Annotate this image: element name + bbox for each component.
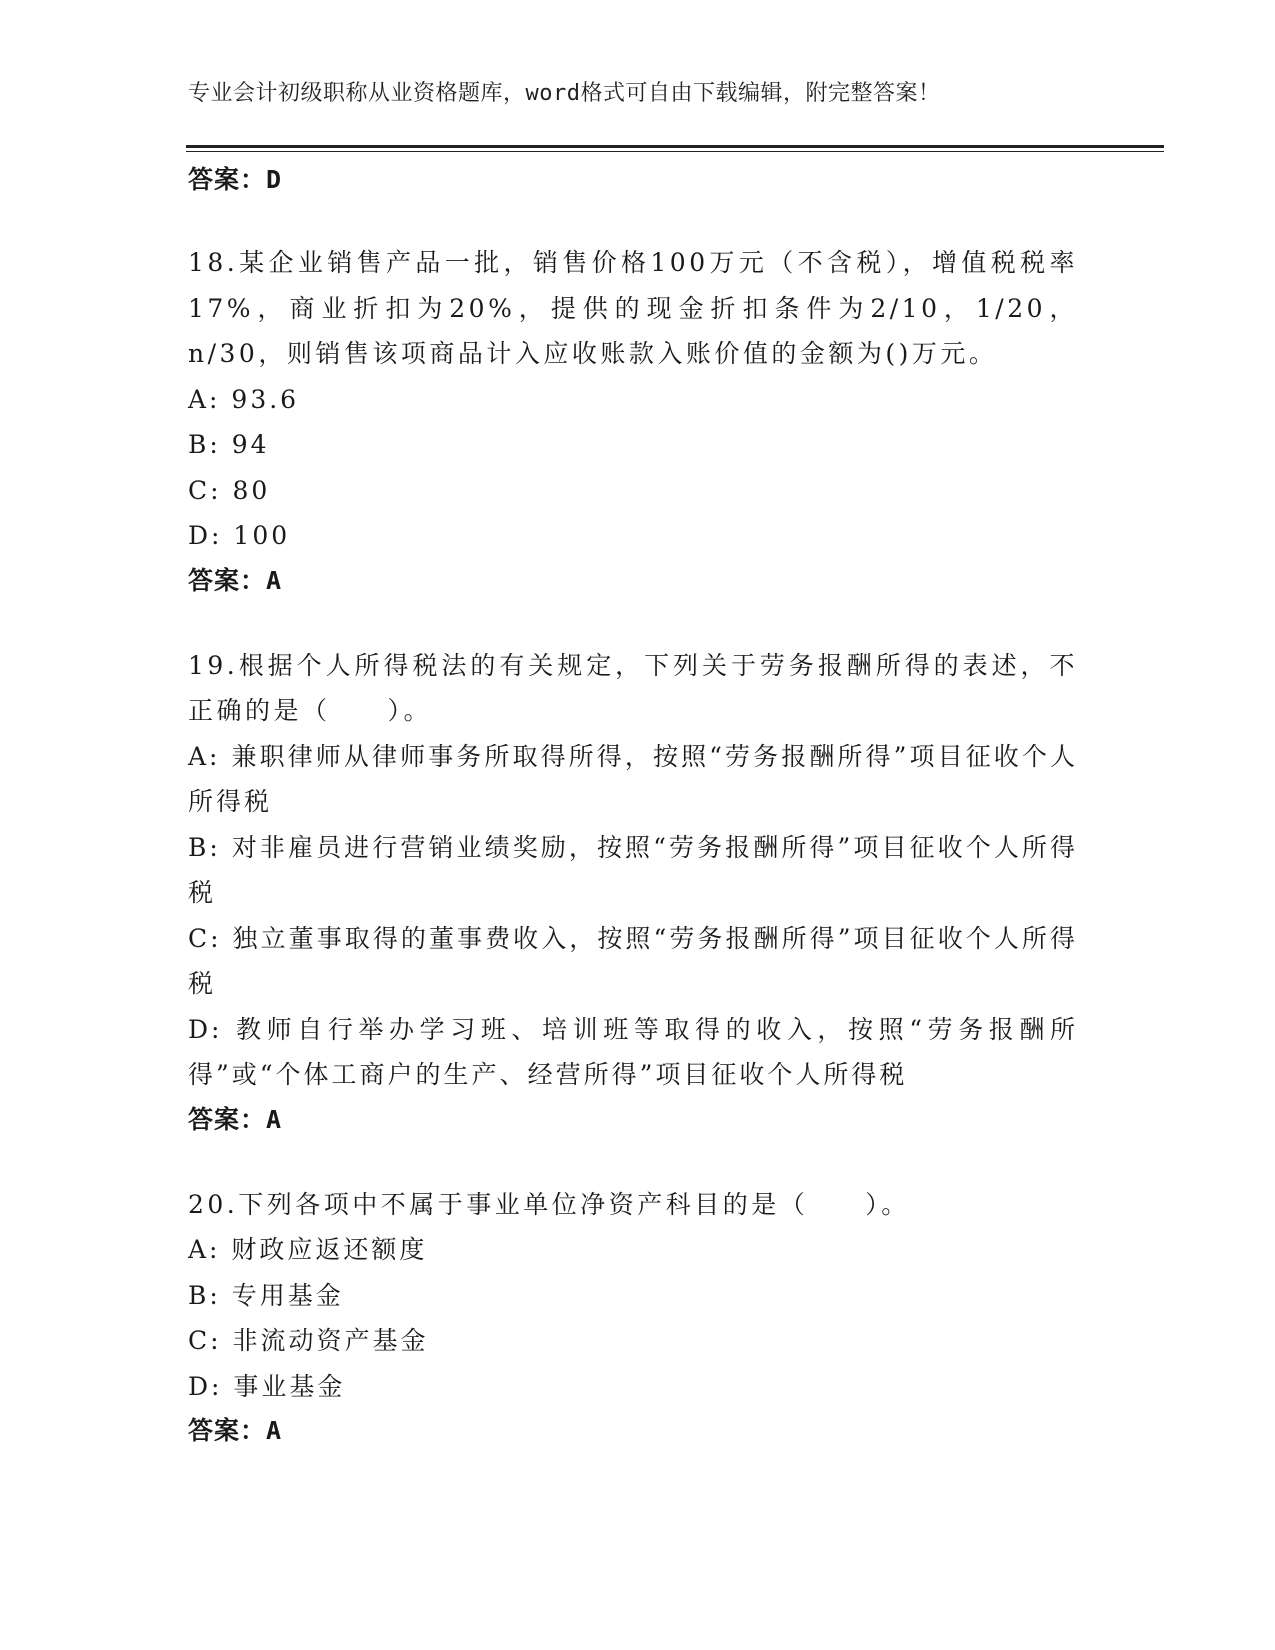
question-text: 19.根据个人所得税法的有关规定，下列关于劳务报酬所得的表述，不正确的是（ ）。 [188, 650, 1078, 725]
answer-line: 答案：D [188, 165, 283, 194]
option-a: A: 兼职律师从律师事务所取得所得，按照“劳务报酬所得”项目征收个人所得税 [188, 741, 1078, 816]
question-list [188, 158, 1078, 1493]
option-d: D: 事业基金 [188, 1371, 346, 1401]
answer-line: 答案：A [188, 1416, 283, 1445]
page-header: 专业会计初级职称从业资格题库，word格式可自由下载编辑，附完整答案！ [188, 81, 941, 106]
option-c: C: 80 [188, 475, 271, 505]
option-b: B: 94 [188, 430, 270, 459]
header-rule-thick [186, 145, 1164, 148]
question-text: 18.某企业销售产品一批，销售价格100万元（不含税），增值税税率17%，商业折扣为20%，提供的现金折扣条件为2/10，1/20，n/30，则销售该项商品计入应收账款入账价值的金额为()万元。 [188, 248, 1078, 368]
option-c: C: 非流动资产基金 [188, 1326, 429, 1355]
question-20 [188, 1182, 1078, 1454]
option-d: D: 100 [188, 521, 291, 550]
header-rule-thin [186, 151, 1164, 152]
question-18 [188, 240, 1078, 603]
option-b: B: 对非雇员进行营销业绩奖励，按照“劳务报酬所得”项目征收个人所得税 [188, 832, 1078, 907]
option-a: A: 财政应返还额度 [188, 1235, 428, 1264]
answer-line: 答案：A [188, 565, 283, 595]
answer-line: 答案：A [188, 1104, 283, 1134]
option-a: A: 93.6 [188, 384, 300, 414]
option-d: D: 教师自行举办学习班、培训班等取得的收入，按照“劳务报酬所得”或“个体工商户的生产、经营所得”项目征收个人所得税 [188, 1014, 1078, 1089]
option-b: B: 专用基金 [188, 1280, 344, 1310]
question-19 [188, 643, 1078, 1142]
question-text: 20.下列各项中不属于事业单位净资产科目的是（ ）。 [188, 1189, 910, 1219]
option-c: C: 独立董事取得的董事费收入，按照“劳务报酬所得”项目征收个人所得税 [188, 923, 1078, 998]
